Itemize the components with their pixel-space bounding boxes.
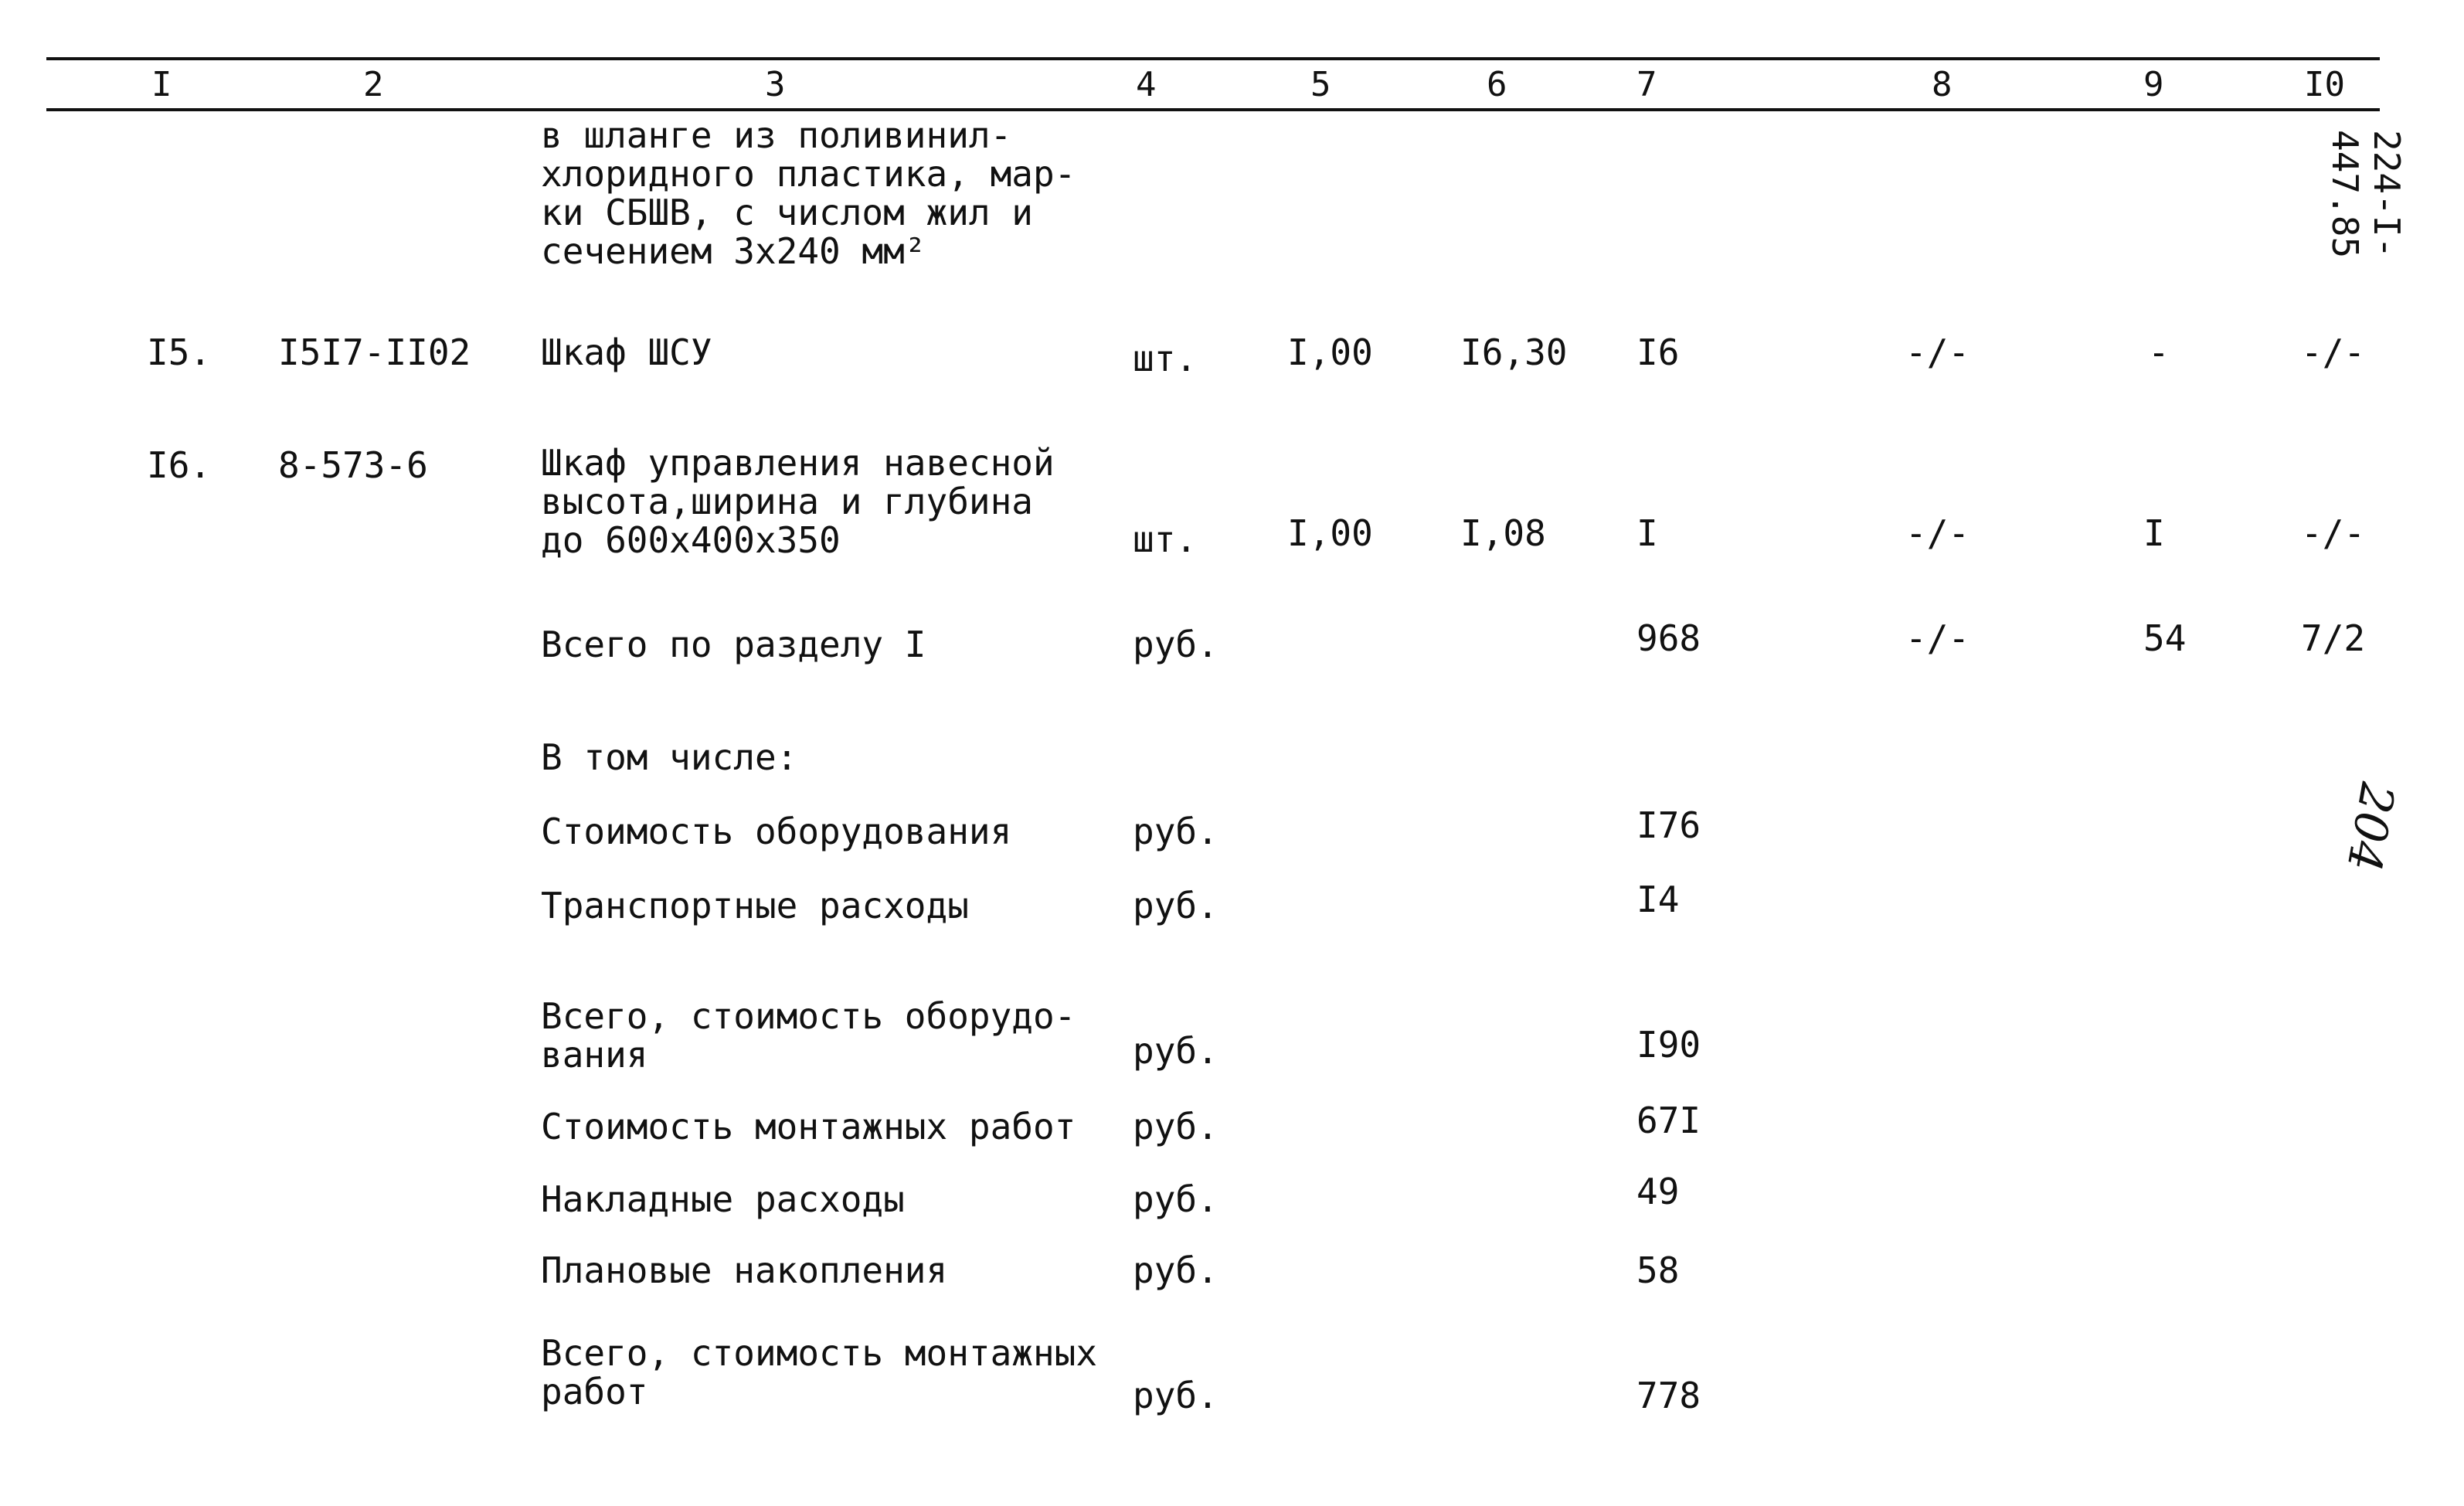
- row-col6: I6,30: [1460, 331, 1568, 373]
- column-header-3: 3: [765, 65, 786, 104]
- section-total-col8: -/-: [1905, 617, 1970, 659]
- breakdown-label: Стоимость оборудования: [541, 811, 1012, 852]
- breakdown-label-line: Всего, стоимость оборудо-: [541, 995, 1076, 1037]
- column-header-1: I: [151, 65, 172, 104]
- row-col9: -: [2148, 331, 2170, 373]
- breakdown-value: I90: [1636, 1024, 1701, 1066]
- breakdown-unit: руб.: [1133, 811, 1218, 852]
- header-rule: [46, 108, 2380, 111]
- breakdown-unit: руб.: [1133, 1106, 1218, 1147]
- breakdown-value: I76: [1636, 804, 1701, 846]
- breakdown-label: Накладные расходы: [541, 1178, 905, 1220]
- row-unit: шт.: [1133, 338, 1198, 379]
- section-total-col7: 968: [1636, 617, 1701, 659]
- section-total-label: Всего по разделу I: [541, 624, 926, 665]
- row-name-line: Шкаф управления навесной: [541, 442, 1055, 484]
- row-col6: I,08: [1460, 512, 1546, 554]
- row-name: Шкаф ШСУ: [541, 331, 712, 373]
- section-total-col9: 54: [2143, 617, 2187, 659]
- column-header-2: 2: [363, 65, 384, 104]
- page-number: 204: [2336, 778, 2405, 875]
- row-name-line: высота,ширина и глубина: [541, 481, 1033, 522]
- row-col10: -/-: [2301, 512, 2366, 554]
- row-code: I5I7-II02: [278, 331, 471, 373]
- column-header-10: I0: [2304, 65, 2345, 104]
- row-name-line: до 600x400x350: [541, 519, 841, 561]
- continuation-line: в шланге из поливинил-: [541, 114, 1012, 156]
- column-header-7: 7: [1636, 65, 1657, 104]
- breakdown-value: 778: [1636, 1375, 1701, 1416]
- document-code: 224-I-447.85: [2324, 130, 2408, 259]
- breakdown-value: 49: [1636, 1171, 1680, 1212]
- breakdown-value: I4: [1636, 879, 1680, 920]
- row-col10: -/-: [2301, 331, 2366, 373]
- column-header-8: 8: [1932, 65, 1953, 104]
- breakdown-label: Транспортные расходы: [541, 885, 969, 926]
- row-col7: I6: [1636, 331, 1680, 373]
- breakdown-unit: руб.: [1133, 885, 1218, 926]
- breakdown-unit: руб.: [1133, 1375, 1218, 1416]
- breakdown-label-line: работ: [541, 1371, 648, 1413]
- row-code: 8-573-6: [278, 444, 428, 486]
- breakdown-value: 58: [1636, 1249, 1680, 1291]
- breakdown-unit: руб.: [1133, 1030, 1218, 1072]
- breakdown-label: [541, 1334, 1097, 1411]
- row-col8: -/-: [1905, 331, 1970, 373]
- row-col5: I,00: [1287, 512, 1373, 554]
- column-header-9: 9: [2143, 65, 2164, 104]
- breakdown-value: 67I: [1636, 1100, 1701, 1141]
- row-number: I6.: [147, 444, 212, 486]
- breakdown-label-line: Всего, стоимость монтажных: [541, 1332, 1098, 1374]
- breakdown-label: Стоимость монтажных работ: [541, 1106, 1076, 1147]
- including-label: В том числе:: [541, 736, 798, 778]
- breakdown-label: [541, 997, 1076, 1074]
- continuation-line: ки СБШВ, с числом жил и: [541, 192, 1033, 233]
- continuation-text: [541, 116, 1076, 270]
- row-col7: I: [1636, 512, 1658, 554]
- column-header-5: 5: [1310, 65, 1331, 104]
- breakdown-label-line: вания: [541, 1034, 648, 1076]
- row-number: I5.: [147, 331, 212, 373]
- section-total-col10: 7/2: [2301, 617, 2366, 659]
- row-name: [541, 444, 1055, 559]
- row-col8: -/-: [1905, 512, 1970, 554]
- continuation-line: хлоридного пластика, мар-: [541, 153, 1076, 195]
- breakdown-label: Плановые накопления: [541, 1249, 948, 1291]
- top-rule: [46, 57, 2380, 60]
- row-col5: I,00: [1287, 331, 1373, 373]
- column-header-4: 4: [1136, 65, 1157, 104]
- row-unit: шт.: [1133, 518, 1198, 560]
- continuation-line: сечением 3x240 мм²: [541, 230, 926, 272]
- breakdown-unit: руб.: [1133, 1249, 1218, 1291]
- section-total-unit: руб.: [1133, 624, 1218, 665]
- row-col9: I: [2143, 512, 2165, 554]
- breakdown-unit: руб.: [1133, 1178, 1218, 1220]
- column-header-6: 6: [1487, 65, 1507, 104]
